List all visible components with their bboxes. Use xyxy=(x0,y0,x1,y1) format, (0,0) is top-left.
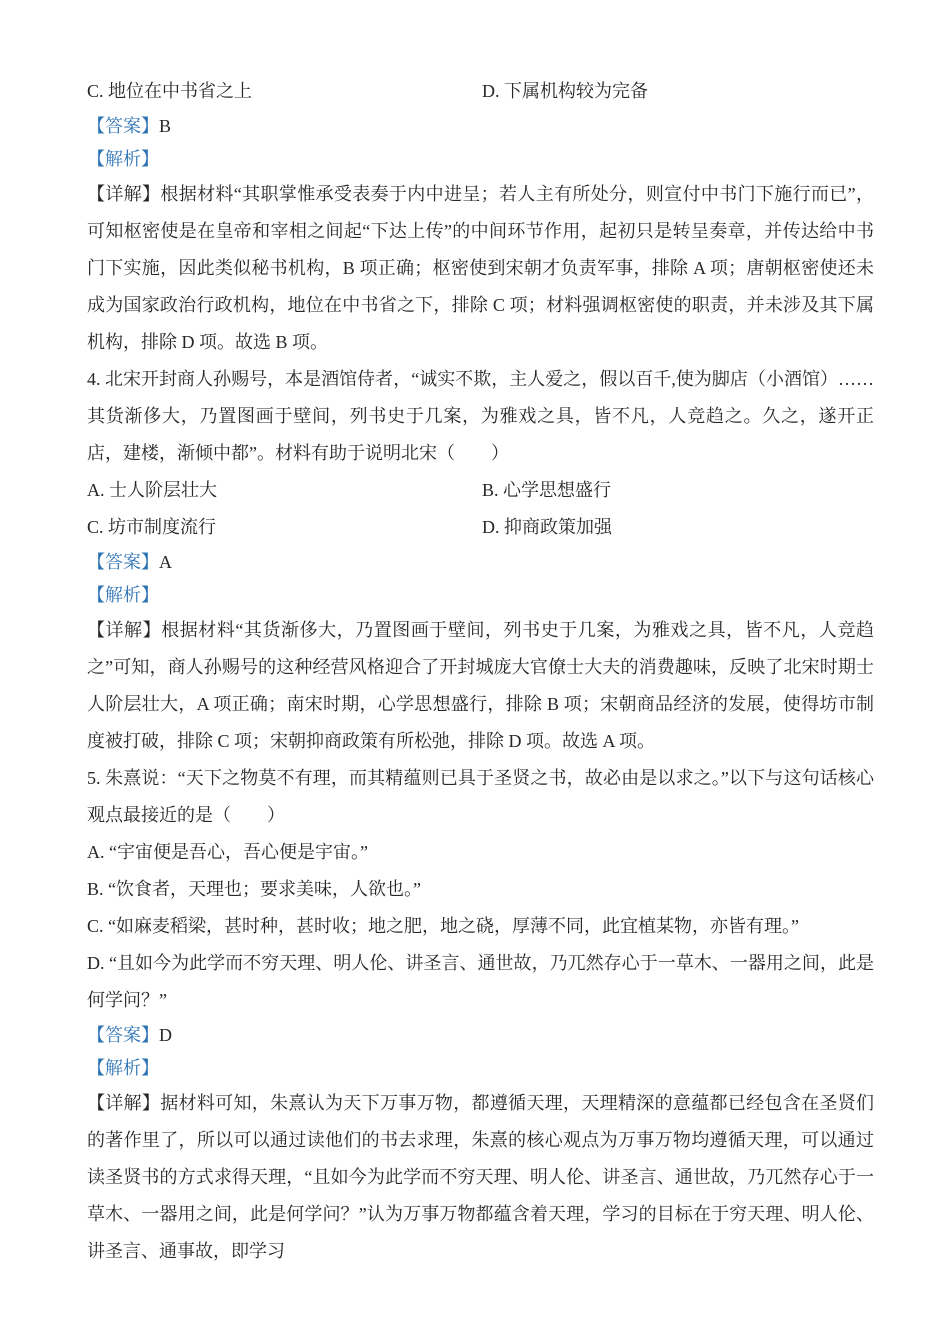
q4-stem: 4. 北宋开封商人孙赐号，本是酒馆侍者，“诚实不欺，主人爱之，假以百千,使为脚店（小酒馆）……其货渐侈大，乃置图画于壁间，列书史于几案，为雅戏之具，皆不凡，人竞趋之。久之，遂开正店，建楼，渐倾中都”。材料有助于说明北宋（ ） xyxy=(87,369,874,463)
q4-options-row-ab xyxy=(87,472,874,509)
q4-options-row-cd xyxy=(87,509,874,546)
analysis-label: 【解析】 xyxy=(87,149,159,169)
q4-analysis-line xyxy=(87,579,874,612)
q3-answer-line xyxy=(87,110,874,143)
q3-option-c: C. 地位在中书省之上 xyxy=(87,81,253,101)
q4-detail-text: 根据材料“其货渐侈大，乃置图画于壁间，列书史于几案，为雅戏之具，皆不凡，人竞趋之”可知，商人孙赐号的这种经营风格迎合了开封城庞大官僚士大夫的消费趣味，反映了北宋时期士人阶层壮大，A 项正确；南宋时期，心学思想盛行，排除 B 项；宋朝商品经济的发展，使得坊市制度被打破，排除 C 项；宋朝抑商政策有所松弛，排除 D 项。故选 A 项。 xyxy=(87,620,874,751)
q3-options-row-cd xyxy=(87,73,874,110)
q5-option-b: B. “饮食者，天理也；要求美味，人欲也。” xyxy=(87,879,421,899)
q4-answer-value: A xyxy=(159,552,172,572)
q4-detail-paragraph xyxy=(87,612,874,760)
answer-label: 【答案】 xyxy=(87,116,159,136)
answer-label: 【答案】 xyxy=(87,1025,159,1045)
answer-label: 【答案】 xyxy=(87,552,159,572)
q4-answer-line xyxy=(87,546,874,579)
q3-answer-value: B xyxy=(159,116,172,136)
q3-analysis-line xyxy=(87,143,874,176)
q5-detail-text: 据材料可知，朱熹认为天下万事万物，都遵循天理，天理精深的意蕴都已经包含在圣贤们的著作里了，所以可以通过读他们的书去求理，朱熹的核心观点为万事万物均遵循天理，可以通过读圣贤书的方式求得天理，“且如今为此学而不穷天理、明人伦、讲圣言、通世故，乃兀然存心于一草木、一器用之间，此是何学问？”认为万事万物都蕴含着天理，学习的目标在于穷天理、明人伦、讲圣言、通事故，即学习 xyxy=(87,1093,875,1261)
q4-option-b: B. 心学思想盛行 xyxy=(482,480,612,500)
q5-analysis-line xyxy=(87,1052,874,1085)
q3-detail-paragraph xyxy=(87,176,874,361)
q3-detail-text: 根据材料“其职掌惟承受表奏于内中进呈；若人主有所处分，则宣付中书门下施行而已”，可知枢密使是在皇帝和宰相之间起“下达上传”的中间环节作用，起初只是转呈奏章，并传达给中书门下实施，因此类似秘书机构，B 项正确；枢密使到宋朝才负责军事，排除 A 项；唐朝枢密使还未成为国家政治行政机构，地位在中书省之下，排除 C 项；材料强调枢密使的职责，并未涉及其下属机构，排除 D 项。故选 B 项。 xyxy=(87,184,874,352)
q5-answer-value: D xyxy=(159,1025,172,1045)
q4-option-d: D. 抑商政策加强 xyxy=(482,517,612,537)
q3-option-d: D. 下属机构较为完备 xyxy=(482,81,648,101)
detail-label: 【详解】 xyxy=(87,620,162,640)
q5-detail-paragraph xyxy=(87,1085,874,1270)
q5-option-c: C. “如麻麦稻梁，甚时种，甚时收；地之肥，地之硗，厚薄不同，此宜植某物，亦皆有理。” xyxy=(87,916,799,936)
q5-stem: 5. 朱熹说：“天下之物莫不有理，而其精蕴则已具于圣贤之书，故必由是以求之。”以下与这句话核心观点最接近的是（ ） xyxy=(87,768,874,825)
detail-label: 【详解】 xyxy=(87,1093,161,1113)
q5-option-a: A. “宇宙便是吾心，吾心便是宇宙。” xyxy=(87,842,368,862)
q5-option-d: D. “且如今为此学而不穷天理、明人伦、讲圣言、通世故，乃兀然存心于一草木、一器用之间，此是何学问？” xyxy=(87,953,874,1010)
detail-label: 【详解】 xyxy=(87,184,161,204)
q5-answer-line xyxy=(87,1019,874,1052)
analysis-label: 【解析】 xyxy=(87,1058,159,1078)
analysis-label: 【解析】 xyxy=(87,585,159,605)
q4-option-c: C. 坊市制度流行 xyxy=(87,517,217,537)
q4-option-a: A. 士人阶层壮大 xyxy=(87,480,217,500)
